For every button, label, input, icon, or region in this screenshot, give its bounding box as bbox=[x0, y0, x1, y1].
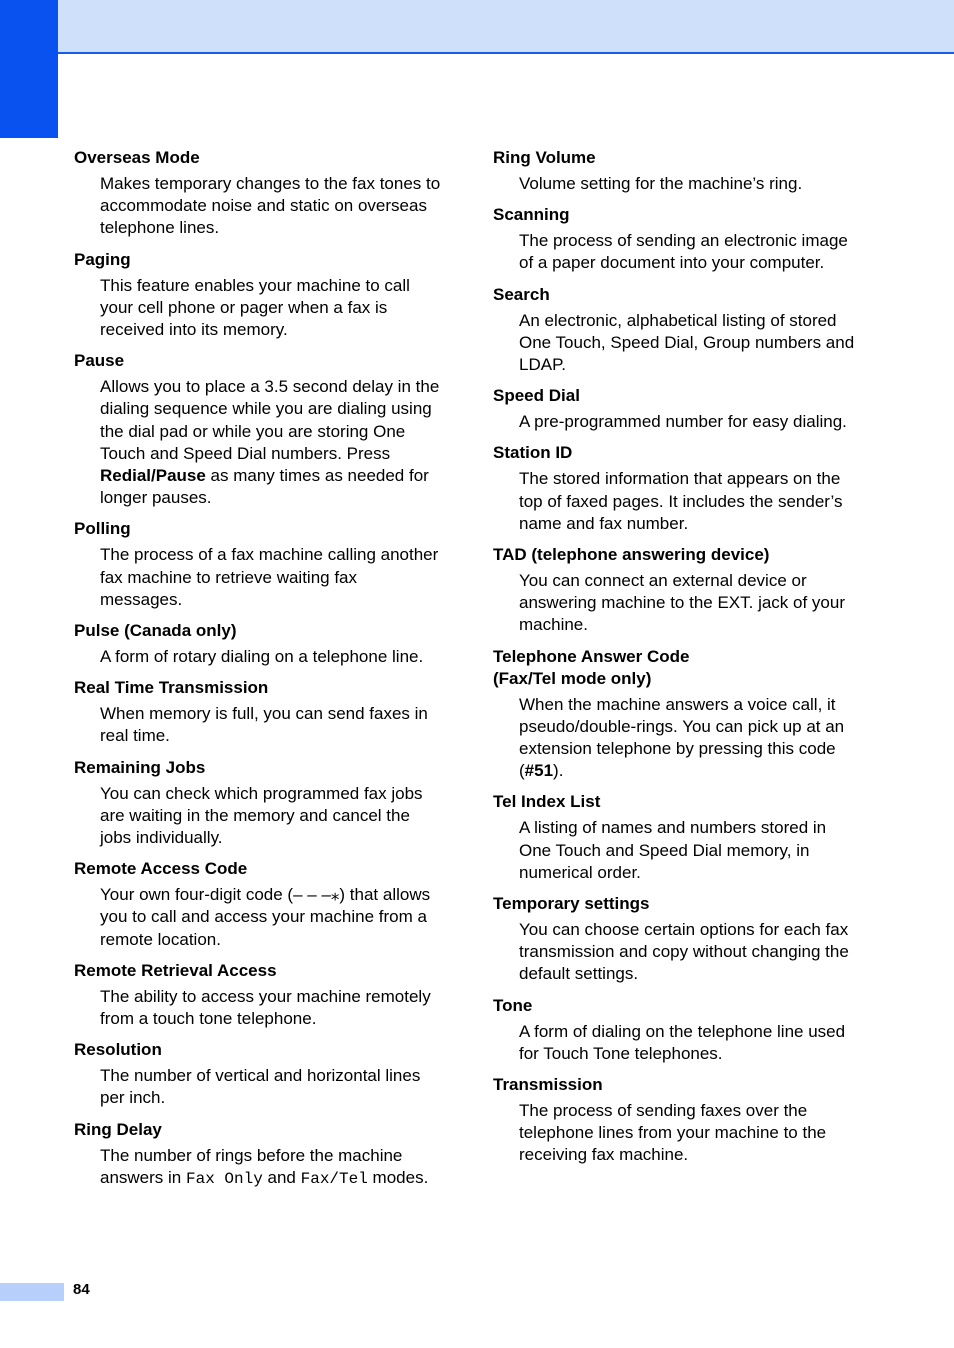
glossary-definition: Your own four-digit code (– – –⁎) that allows you to call and access your machine from a remote location. bbox=[100, 885, 431, 949]
glossary-definition: A form of dialing on the telephone line used for Touch Tone telephones. bbox=[519, 1021, 846, 1063]
glossary-definition: You can choose certain options for each fax transmission and copy without changing the default settings. bbox=[519, 920, 849, 984]
glossary-entry bbox=[493, 995, 861, 1065]
glossary-term: Real Time Transmission bbox=[74, 678, 269, 698]
glossary-term: Scanning bbox=[493, 205, 570, 225]
glossary-term: Transmission bbox=[493, 1075, 603, 1095]
glossary-term: Temporary settings bbox=[493, 894, 650, 914]
glossary-definition: The process of a fax machine calling another fax machine to retrieve waiting fax messages. bbox=[100, 545, 439, 609]
glossary-definition: Makes temporary changes to the fax tones to accommodate noise and static on overseas telephone lines. bbox=[100, 174, 441, 238]
glossary-definition: You can check which programmed fax jobs are waiting in the memory and cancel the jobs individually. bbox=[100, 783, 423, 848]
glossary-column-right bbox=[493, 147, 861, 1176]
glossary-entry bbox=[493, 442, 861, 535]
glossary-term: Pulse (Canada only) bbox=[74, 621, 237, 641]
glossary-definition bbox=[100, 376, 442, 509]
glossary-definition: When memory is full, you can send faxes in real time. bbox=[100, 704, 428, 746]
glossary-entry bbox=[493, 544, 861, 637]
key-label: Redial/Pause bbox=[100, 466, 206, 486]
glossary-entry bbox=[74, 518, 442, 611]
glossary-term: Remote Retrieval Access bbox=[74, 960, 277, 980]
glossary-term: Station ID bbox=[493, 443, 573, 463]
definition-text: When the machine answers a voice call, it pseudo/double-rings. You can pick up at an extension telephone by pressing this code ( bbox=[519, 694, 845, 781]
glossary-definition: Volume setting for the machine’s ring. bbox=[519, 174, 803, 193]
glossary-entry bbox=[74, 350, 442, 509]
glossary-entry bbox=[493, 893, 861, 986]
glossary-entry bbox=[74, 249, 442, 342]
glossary-entry bbox=[493, 646, 861, 783]
glossary-term: Resolution bbox=[74, 1040, 162, 1060]
glossary-entry bbox=[493, 385, 861, 433]
glossary-entry bbox=[74, 757, 442, 850]
page-number: 84 bbox=[73, 1281, 90, 1298]
glossary-term: Polling bbox=[74, 519, 131, 539]
glossary-entry bbox=[74, 1119, 442, 1190]
definition-text: as many times as needed for longer pauses. bbox=[100, 466, 429, 508]
glossary-definition: A pre-programmed number for easy dialing. bbox=[519, 412, 847, 432]
glossary-entry bbox=[493, 791, 861, 884]
glossary-definition: A form of rotary dialing on a telephone line. bbox=[100, 647, 424, 667]
mode-name: Fax/Tel bbox=[300, 1169, 368, 1188]
glossary-definition: The number of vertical and horizontal lines per inch. bbox=[100, 1066, 421, 1108]
glossary-entry bbox=[74, 1039, 442, 1109]
glossary-definition bbox=[519, 694, 861, 783]
glossary-definition: The process of sending an electronic image of a paper document into your computer. bbox=[519, 231, 848, 273]
glossary-entry bbox=[74, 620, 442, 668]
glossary-definition: The stored information that appears on the top of faxed pages. It includes the sender’s name and fax number. bbox=[519, 469, 843, 533]
glossary-entry bbox=[493, 204, 861, 274]
glossary-definition bbox=[100, 1145, 442, 1190]
glossary-term: Tone bbox=[493, 995, 533, 1015]
glossary-definition: A listing of names and numbers stored in One Touch and Speed Dial memory, in numerical order. bbox=[519, 818, 827, 882]
glossary-entry bbox=[493, 284, 861, 377]
glossary-term: Pause bbox=[74, 351, 125, 371]
glossary-entry bbox=[74, 960, 442, 1030]
glossary-entry bbox=[493, 1074, 861, 1167]
footer-bar bbox=[0, 1283, 64, 1301]
definition-text: and bbox=[262, 1167, 301, 1187]
chapter-tab bbox=[0, 0, 58, 138]
glossary-term: Overseas Mode bbox=[74, 148, 200, 167]
glossary-entry bbox=[74, 858, 442, 951]
glossary-term: Speed Dial bbox=[493, 386, 580, 406]
glossary-term: Search bbox=[493, 284, 550, 304]
header-band bbox=[0, 0, 954, 54]
glossary-definition: You can connect an external device or answering machine to the EXT. jack of your machine. bbox=[519, 571, 845, 635]
mode-name: Fax Only bbox=[185, 1169, 263, 1188]
glossary-definition: The process of sending faxes over the telephone lines from your machine to the receiving fax machine. bbox=[519, 1101, 827, 1165]
glossary-term: TAD (telephone answering device) bbox=[493, 545, 770, 565]
definition-text: ). bbox=[553, 761, 564, 781]
glossary-column-left bbox=[74, 147, 442, 1199]
glossary-term: Ring Delay bbox=[74, 1119, 162, 1139]
definition-text: Allows you to place a 3.5 second delay in the dialing sequence while you are dialing using the dial pad or while you are storing One Touch and Speed Dial numbers. Press bbox=[100, 377, 440, 463]
glossary-entry bbox=[74, 147, 442, 240]
glossary-entry bbox=[493, 147, 861, 195]
code-label: #51 bbox=[524, 761, 554, 781]
glossary-term: Paging bbox=[74, 249, 131, 269]
glossary-term: Remaining Jobs bbox=[74, 757, 206, 777]
definition-text: The number of rings before the machine answers in bbox=[100, 1145, 403, 1187]
glossary-definition: This feature enables your machine to call your cell phone or pager when a fax is received into its memory. bbox=[100, 275, 410, 340]
glossary-entry bbox=[74, 677, 442, 747]
definition-text: modes. bbox=[367, 1167, 429, 1187]
glossary-definition: The ability to access your machine remotely from a touch tone telephone. bbox=[100, 986, 431, 1029]
glossary-term: Telephone Answer Code (Fax/Tel mode only) bbox=[493, 646, 690, 688]
glossary-term: Remote Access Code bbox=[74, 859, 248, 879]
glossary-term: Ring Volume bbox=[493, 148, 596, 167]
glossary-term: Tel Index List bbox=[493, 792, 601, 812]
glossary-definition: An electronic, alphabetical listing of stored One Touch, Speed Dial, Group numbers and LDAP. bbox=[519, 310, 855, 375]
